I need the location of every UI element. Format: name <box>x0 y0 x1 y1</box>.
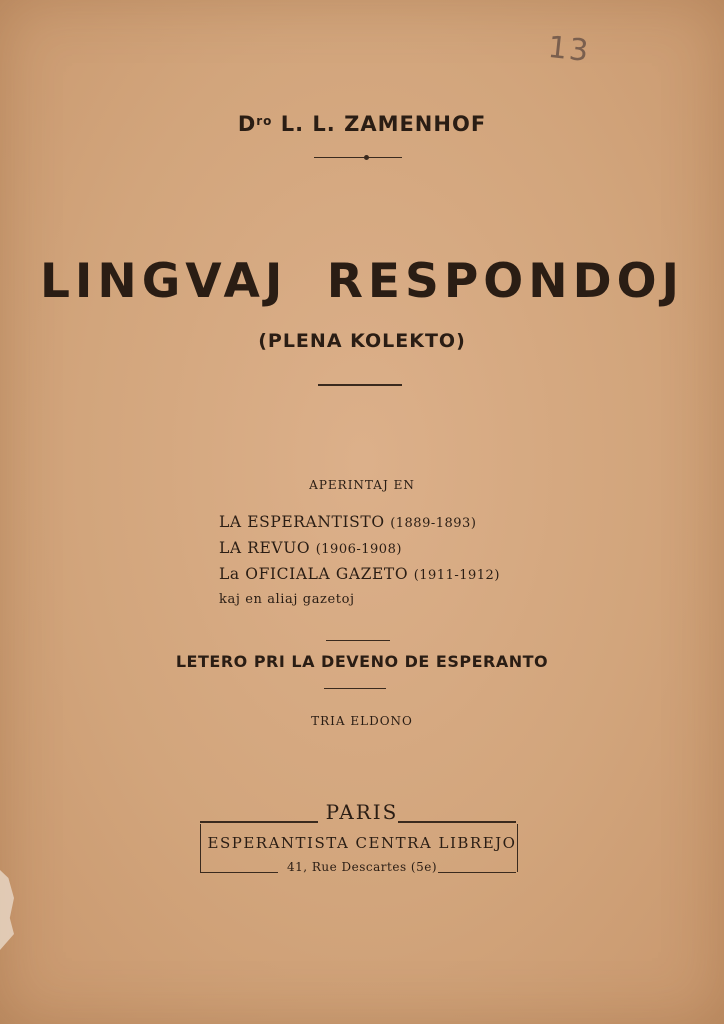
source-item: LA ESPERANTISTO (1889-1893) <box>219 513 477 531</box>
published-in-label: APERINTAJ EN <box>309 478 415 492</box>
title-divider <box>318 384 402 386</box>
author-prefix: D <box>237 112 257 136</box>
book-subtitle: (PLENA KOLEKTO) <box>258 330 466 352</box>
letter-title: LETERO PRI LA DEVENO DE ESPERANTO <box>175 652 549 671</box>
city-rule-right <box>398 821 516 823</box>
publisher-city: PARIS <box>325 800 399 824</box>
author-divider <box>314 157 402 158</box>
edition-label: TRIA ELDONO <box>311 714 413 728</box>
author-line <box>0 112 724 136</box>
author-prefix-sup: ro <box>256 114 273 128</box>
divider-ornament <box>364 155 369 160</box>
source-item: kaj en aliaj gazetoj <box>219 592 355 607</box>
letter-divider-top <box>326 640 390 641</box>
handwritten-note: 13 <box>546 29 592 70</box>
author-name: L. L. ZAMENHOF <box>280 112 487 136</box>
publisher-address: 41, Rue Descartes (5e) <box>286 860 438 874</box>
sources-list <box>219 510 500 612</box>
book-title: LINGVAJ RESPONDOJ <box>39 254 685 309</box>
letter-divider-bottom <box>324 688 386 689</box>
address-rule-right <box>438 872 516 873</box>
source-item: La OFICIALA GAZETO (1911-1912) <box>219 565 500 583</box>
publisher-name: ESPERANTISTA CENTRA LIBREJO <box>207 834 517 852</box>
source-item: LA REVUO (1906-1908) <box>219 539 402 557</box>
